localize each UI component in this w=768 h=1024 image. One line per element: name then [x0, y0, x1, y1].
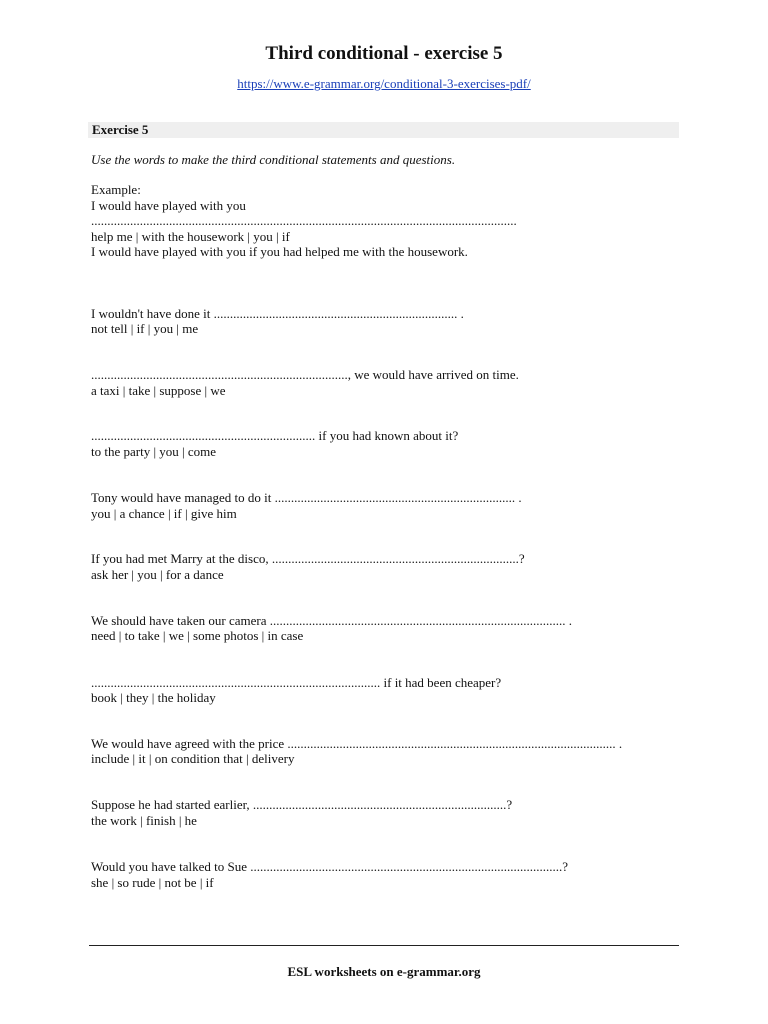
- item-8-words: include | it | on condition that | delivery: [91, 751, 295, 766]
- item-5-words: ask her | you | for a dance: [91, 567, 224, 582]
- item-9-sentence: Suppose he had started earlier, ..............................................................................?: [91, 797, 513, 812]
- item-3-words: to the party | you | come: [91, 444, 217, 459]
- example-prompt: I would have played with you: [91, 198, 246, 213]
- item-2-sentence: ..............................................................................., we would have arrived on time.: [91, 367, 519, 382]
- source-link[interactable]: https://www.e-grammar.org/conditional-3-exercises-pdf/: [237, 76, 531, 91]
- item-9-words: the work | finish | he: [91, 813, 197, 828]
- example-answer: I would have played with you if you had helped me with the housework.: [91, 244, 468, 259]
- example-dots: ...................................................................................................................................: [91, 213, 517, 228]
- item-10-words: she | so rude | not be | if: [91, 875, 214, 890]
- item-6-words: need | to take | we | some photos | in case: [91, 628, 304, 643]
- footer-divider: [89, 945, 679, 946]
- item-7-words: book | they | the holiday: [91, 690, 216, 705]
- exercise-header: Exercise 5: [88, 122, 679, 138]
- item-10-sentence: Would you have talked to Sue ................................................................................................?: [91, 859, 569, 874]
- item-4-words: you | a chance | if | give him: [91, 506, 237, 521]
- item-3-sentence: ..................................................................... if you had known about it?: [91, 428, 459, 443]
- example-label: Example:: [91, 182, 141, 197]
- exercise-instruction: Use the words to make the third conditional statements and questions.: [91, 152, 456, 167]
- item-8-sentence: We would have agreed with the price ..................................................................................................... .: [91, 736, 623, 751]
- footer-text: ESL worksheets on e-grammar.org: [287, 964, 481, 979]
- item-5-sentence: If you had met Marry at the disco, ............................................................................?: [91, 551, 525, 566]
- item-7-sentence: ......................................................................................... if it had been cheaper?: [91, 675, 502, 690]
- item-1-words: not tell | if | you | me: [91, 321, 199, 336]
- item-2-words: a taxi | take | suppose | we: [91, 383, 226, 398]
- item-1-sentence: I wouldn't have done it ........................................................................... .: [91, 306, 464, 321]
- page-title: Third conditional - exercise 5: [265, 43, 503, 64]
- item-4-sentence: Tony would have managed to do it .......................................................................... .: [91, 490, 522, 505]
- item-6-sentence: We should have taken our camera ........................................................................................... .: [91, 613, 572, 628]
- example-words: help me | with the housework | you | if: [91, 229, 290, 244]
